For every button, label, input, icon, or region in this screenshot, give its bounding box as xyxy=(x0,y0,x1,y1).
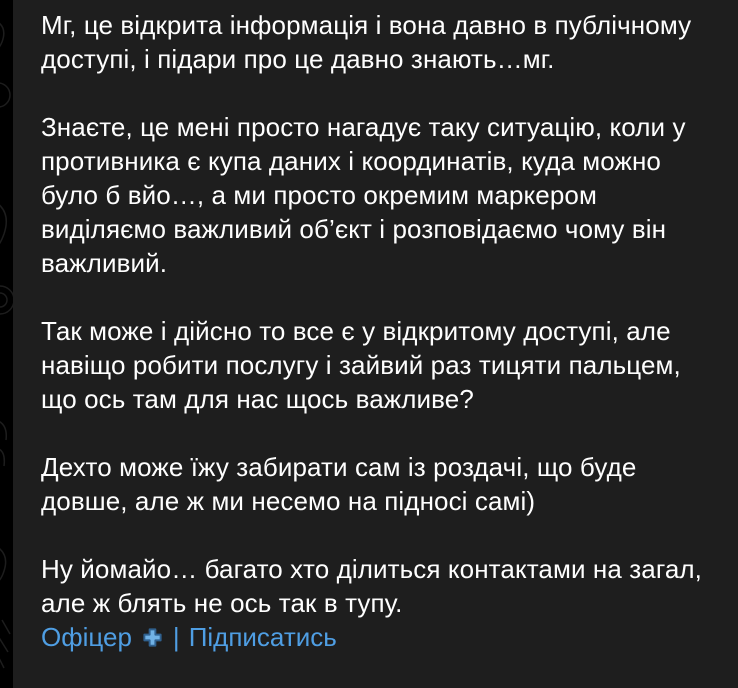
separator: | xyxy=(172,622,180,652)
subscribe-link[interactable]: Підписатись xyxy=(188,622,337,652)
message-line: навіщо робити послугу і зайвий раз тицяти пальцем, xyxy=(41,350,681,380)
message-footer xyxy=(41,620,337,654)
channel-link[interactable]: Офіцер xyxy=(41,622,132,652)
message-paragraph xyxy=(41,110,720,280)
message-line: що ось там для нас щось важливе? xyxy=(41,384,474,414)
wallpaper-doodles-icon xyxy=(0,0,13,688)
message-paragraph xyxy=(41,450,720,518)
message-line: важливий. xyxy=(41,248,168,278)
message-line: довше, але ж ми несемо на підносі самі) xyxy=(41,486,536,516)
message-text xyxy=(41,8,720,620)
message-line: але ж блять не ось так в тупу. xyxy=(41,588,403,618)
message-line: виділяємо важливий об’єкт і розповідаємо чому він xyxy=(41,214,667,244)
message-line: Дехто може їжу забирати сам із роздачі, що буде xyxy=(41,452,637,482)
message-bubble xyxy=(13,0,738,688)
message-line: було б вйо…, а ми просто окремим маркером xyxy=(41,180,597,210)
message-paragraph xyxy=(41,552,720,620)
message-line: Мг, це відкрита інформація і вона давно в публічному xyxy=(41,10,692,40)
message-paragraph xyxy=(41,8,720,76)
chat-wallpaper-strip xyxy=(0,0,13,688)
plus-cross-icon xyxy=(141,626,164,649)
message-line: противника є купа даних і координатів, куда можно xyxy=(41,146,661,176)
message-line: Знаєте, це мені просто нагадує таку ситуацію, коли у xyxy=(41,112,686,142)
message-line: доступі, і підари про це давно знають…мг. xyxy=(41,44,555,74)
message-line: Ну йомайо… багато хто ділиться контактами на загал, xyxy=(41,554,703,584)
message-line: Так може і дійсно то все є у відкритому доступі, але xyxy=(41,316,671,346)
message-paragraph xyxy=(41,314,720,416)
